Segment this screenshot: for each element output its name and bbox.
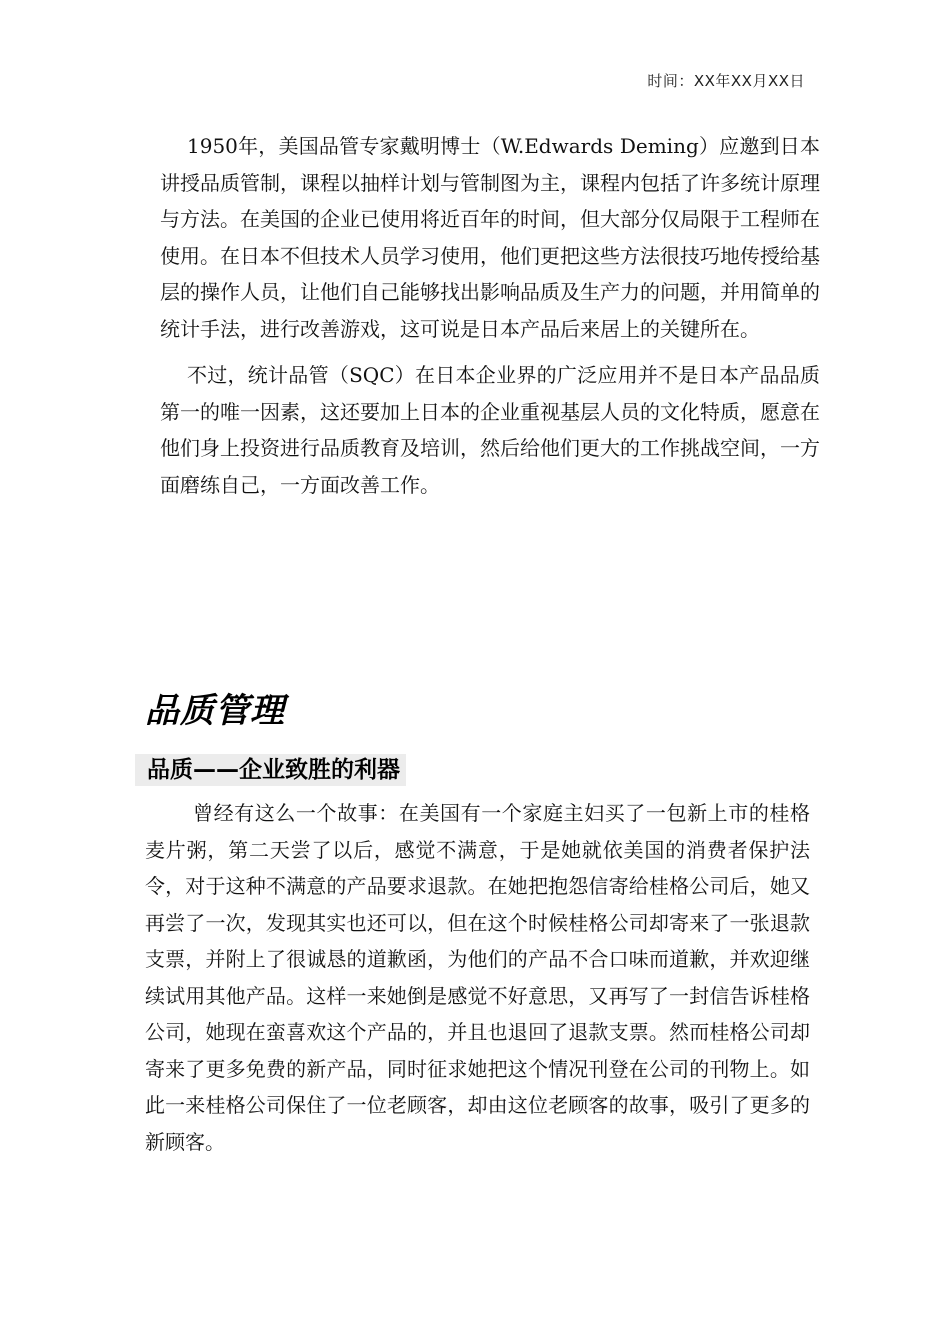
story-section	[145, 795, 810, 1160]
intro-paragraph-1: 1950年，美国品管专家戴明博士（W.Edwards Deming）应邀到日本讲授品质管制，课程以抽样计划与管制图为主，课程内包括了许多统计原理与方法。在美国的企业已使用将近百年的时间，但大部分仅局限于工程师在使用。在日本不但技术人员学习使用，他们更把这些方法很技巧地传授给基层的操作人员，让他们自己能够找出影响品质及生产力的问题，并用简单的统计手法，进行改善游戏，这可说是日本产品后来居上的关键所在。	[160, 134, 820, 341]
subsection-title: 品质——企业致胜的利器	[135, 754, 406, 786]
story-paragraph: 曾经有这么一个故事：在美国有一个家庭主妇买了一包新上市的桂格麦片粥，第二天尝了以后，感觉不满意，于是她就依美国的消费者保护法令，对于这种不满意的产品要求退款。在她把抱怨信寄给桂格公司后，她又再尝了一次，发现其实也还可以，但在这个时候桂格公司却寄来了一张退款支票，并附上了很诚恳的道歉函，为他们的产品不合口味而道歉，并欢迎继续试用其他产品。这样一来她倒是感觉不好意思，又再写了一封信告诉桂格公司，她现在蛮喜欢这个产品的，并且也退回了退款支票。然而桂格公司却寄来了更多免费的新产品，同时征求她把这个情况刊登在公司的刊物上。如此一来桂格公司保住了一位老顾客，却由这位老顾客的故事，吸引了更多的新顾客。	[145, 801, 810, 1154]
section-title: 品质管理	[145, 691, 285, 731]
header-date: 时间：XX年XX月XX日	[647, 72, 805, 90]
intro-section	[160, 128, 820, 503]
intro-paragraph-2: 不过，统计品管（SQC）在日本企业界的广泛应用并不是日本产品品质第一的唯一因素，这还要加上日本的企业重视基层人员的文化特质，愿意在他们身上投资进行品质教育及培训，然后给他们更大的工作挑战空间，一方面磨练自己，一方面改善工作。	[160, 363, 820, 497]
